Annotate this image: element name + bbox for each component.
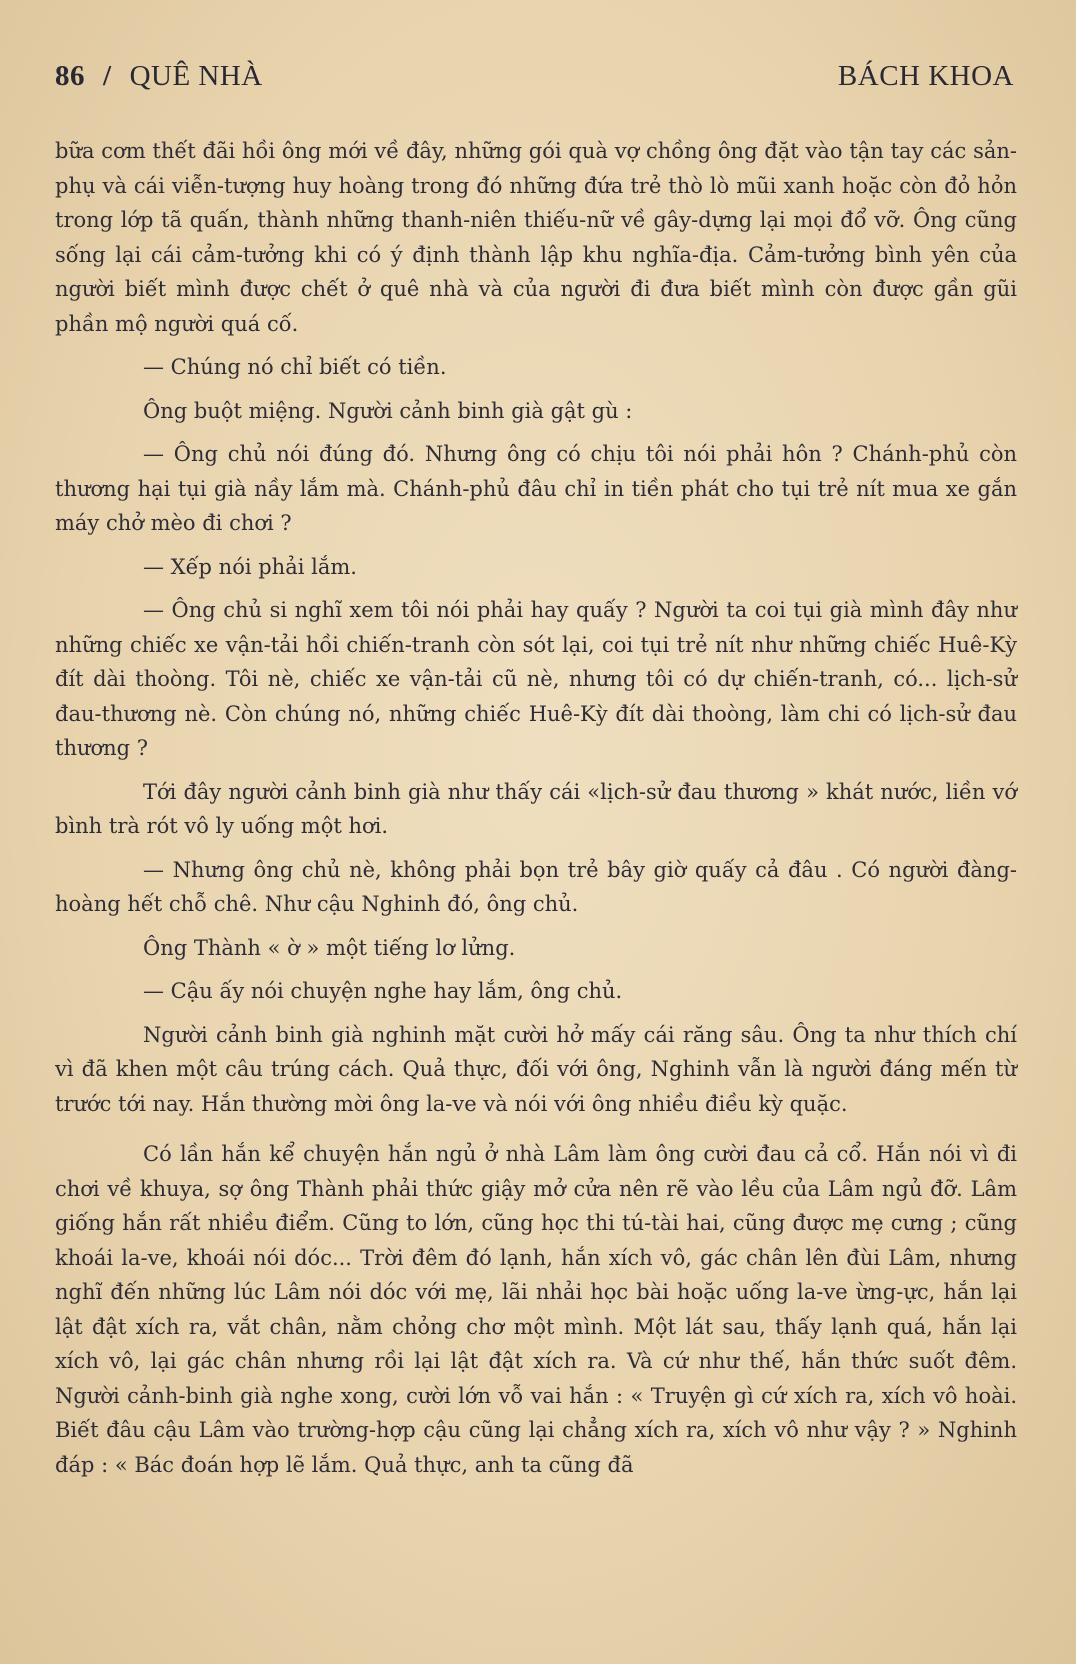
dialogue-line: — Ông chủ nói đúng đó. Nhưng ông có chịu tôi nói phải hôn ? Chánh-phủ còn thương hại tụi già nầy lắm mà. Chánh-phủ đâu chỉ in tiền phát cho tụi trẻ nít mua xe gắn máy chở mèo đi chơi ? bbox=[55, 442, 1017, 535]
paragraph: Có lần hắn kể chuyện hắn ngủ ở nhà Lâm làm ông cười đau cả cổ. Hắn nói vì đi chơi về khuya, sợ ông Thành phải thức giậy mở cửa nên rẽ vào lều của Lâm ngủ đỡ. Lâm giống hắn rất nhiều điểm. Cũng to lớn, cũng học thi tú-tài hai, cũng được mẹ cưng ; cũng khoái la-ve, khoái nói dóc... Trời đêm đó lạnh, hắn xích vô, gác chân lên đùi Lâm, nhưng nghĩ đến những lúc Lâm nói dóc với mẹ, lãi nhải học bài hoặc uống la-ve ừng-ực, hắn lại lật đật xích ra, vắt chân, nằm chỏng chơ một mình. Một lát sau, thấy lạnh quá, hắn lại xích vô, lại gác chân nhưng rồi lại lật đật xích ra. Và cứ như thế, hắn thức suốt đêm. Người cảnh-binh già nghe xong, cười lớn vỗ vai hắn : « Truyện gì cứ xích ra, xích vô hoài. Biết đâu cậu Lâm vào trường-hợp cậu cũng lại chẳng xích ra, xích vô như vậy ? » Nghinh đáp : « Bác đoán hợp lẽ lắm. Quả thực, anh ta cũng đã bbox=[55, 1142, 1017, 1477]
paragraph: Ông Thành « ờ » một tiếng lơ lửng. bbox=[143, 935, 516, 960]
dialogue-line: — Nhưng ông chủ nè, không phải bọn trẻ bây giờ quấy cả đâu . Có người đàng-hoàng hết chỗ chê. Như cậu Nghinh đó, ông chủ. bbox=[55, 857, 1017, 916]
paragraph: Người cảnh binh già nghinh mặt cười hở mấy cái răng sâu. Ông ta như thích chí vì đã khen một câu trúng cách. Quả thực, đối với ông, Nghinh vẫn là người đáng mến từ trước tới nay. Hắn thường mời ông la-ve và nói với ông nhiều điều kỳ quặc. bbox=[55, 1022, 1017, 1116]
dialogue-line: — Chúng nó chỉ biết có tiền. bbox=[143, 355, 447, 379]
dialogue-line: — Cậu ấy nói chuyện nghe hay lắm, ông chủ. bbox=[143, 979, 623, 1003]
article-body bbox=[55, 134, 1017, 1491]
dialogue-line: — Ông chủ si nghĩ xem tôi nói phải hay quấy ? Người ta coi tụi già mình đây như những chiếc xe vận-tải hồi chiến-tranh còn sót lại, coi tụi trẻ nít như những chiếc Huê-Kỳ đít dài thoòng. Tôi nè, chiếc xe vận-tải cũ nè, nhưng tôi có dự chiến-tranh, có... lịch-sử đau-thương nè. Còn chúng nó, những chiếc Huê-Kỳ đít dài thoòng, làm chi có lịch-sử đau thương ? bbox=[55, 598, 1017, 760]
header-separator: / bbox=[103, 60, 112, 92]
paragraph: Ông buột miệng. Người cảnh binh già gật gù : bbox=[143, 398, 633, 423]
page-header bbox=[55, 60, 1014, 104]
page-number: 86 bbox=[55, 60, 85, 92]
paragraph: Tới đây người cảnh binh già như thấy cái «lịch-sử đau thương » khát nước, liền vớ bình trà rót vô ly uống một hơi. bbox=[55, 779, 1017, 838]
section-title: QUÊ NHÀ bbox=[129, 60, 263, 92]
paragraph: bữa cơm thết đãi hồi ông mới về đây, những gói quà vợ chồng ông đặt vào tận tay các sản-phụ và cái viễn-tượng huy hoàng trong đó những đứa trẻ thò lò mũi xanh hoặc còn đỏ hỏn trong lớp tã quấn, thành những thanh-niên thiếu-nữ về gây-dựng lại mọi đổ vỡ. Ông cũng sống lại cái cảm-tưởng khi có ý định thành lập khu nghĩa-địa. Cảm-tưởng bình yên của người biết mình được chết ở quê nhà và của người đi đưa biết mình còn được gần gũi phần mộ người quá cố. bbox=[55, 139, 1017, 336]
dialogue-line: — Xếp nói phải lắm. bbox=[143, 554, 357, 579]
header-left bbox=[55, 60, 263, 93]
publication-title: BÁCH KHOA bbox=[837, 60, 1014, 92]
